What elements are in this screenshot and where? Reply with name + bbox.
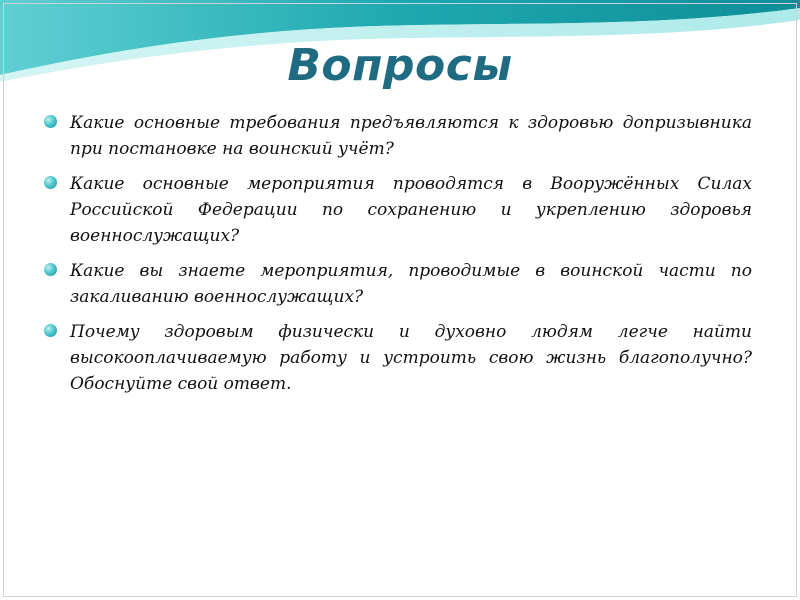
question-text: Какие основные требования предъявляются к здоровью допризывника при постановке на воинский учёт?: [70, 113, 752, 159]
question-text: Какие основные мероприятия проводятся в Вооружённых Силах Российской Федерации по сохранению и укреплению здоровья военнослужащих?: [70, 174, 752, 246]
bullet-icon: [44, 324, 57, 337]
question-item: [44, 171, 752, 249]
bullet-icon: [44, 263, 57, 276]
bullet-icon: [44, 176, 57, 189]
question-item: [44, 110, 752, 162]
question-item: [44, 319, 752, 397]
bullet-icon: [44, 115, 57, 128]
slide-title: Вопросы: [287, 40, 513, 91]
question-item: [44, 258, 752, 310]
question-text: Какие вы знаете мероприятия, проводимые в воинской части по закаливанию военнослужащих?: [70, 261, 752, 307]
question-text: Почему здоровым физически и духовно людям легче найти высокооплачиваемую работу и устроить свою жизнь благополучно? Обоснуйте свой ответ.: [70, 322, 752, 394]
questions-list: [44, 110, 752, 406]
